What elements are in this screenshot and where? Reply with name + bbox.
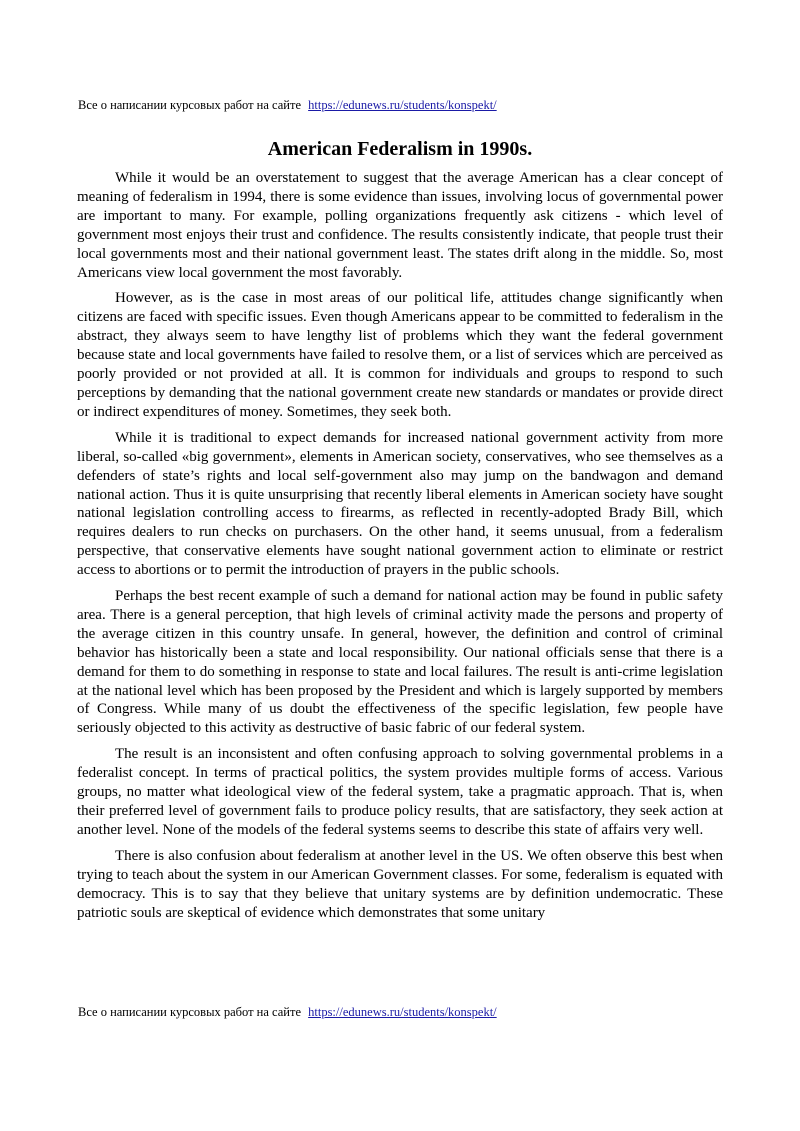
- header-text: Все о написании курсовых работ на сайте: [78, 98, 301, 112]
- footer-link[interactable]: https://edunews.ru/students/konspekt/: [308, 1005, 497, 1019]
- paragraph-6: There is also confusion about federalism at another level in the US. We often observe this best when trying to teach about the system in our American Government classes. For some, federalism is equated with democracy. This is to say that they believe that unitary systems are by definition undemocratic. These patriotic souls are skeptical of evidence which demonstrates that some unitary: [77, 847, 723, 921]
- footer-text: Все о написании курсовых работ на сайте: [78, 1005, 301, 1019]
- document-title: American Federalism in 1990s.: [267, 138, 533, 160]
- paragraph-3: While it is traditional to expect demands for increased national government activity from more liberal, so-called «big government», elements in American society, conservatives, who see themselves as a defenders of state’s rights and local self-government also may jump on the bandwagon and demand national action. Thus it is quite unsurprising that recently liberal elements in American society have sought national legislation controlling access to firearms, as reflected in recently-adopted Brady Bill, which requires dealers to run checks on purchasers. On the other hand, it seems unusual, from a federalism perspective, that conservative elements have sought national government action to eliminate or restrict access to abortions or to permit the introduction of prayers in the public schools.: [77, 429, 723, 579]
- page-footer: [78, 1004, 497, 1020]
- paragraph-4: Perhaps the best recent example of such a demand for national action may be found in public safety area. There is a general perception, that high levels of criminal activity made the persons and property of the average citizen in this country unsafe. In general, however, the definition and control of criminal behavior has historically been a state and local responsibility. Our national officials sense that there is a demand for them to do something in response to state and local failures. The result is anti-crime legislation at the national level which has been proposed by the President and which is largely supported by members of Congress. While many of us doubt the effectiveness of the specific legislation, few people have seriously objected to this activity as destructive of basic fabric of our federal system.: [77, 588, 723, 737]
- paragraph-2: However, as is the case in most areas of our political life, attitudes change significantly when citizens are faced with specific issues. Even though Americans appear to be committed to federalism in the abstract, they always seem to have lengthy list of problems which they want the federal government because state and local governments have failed to resolve them, or a list of services which are perceived as poorly provided or not provided at all. It is common for individuals and groups to respond to such perceptions by demanding that the national government create new standards or mandates or provide direct or indirect expenditures of money. Sometimes, they seek both.: [77, 290, 723, 420]
- paragraph-1: While it would be an overstatement to suggest that the average American has a clear concept of meaning of federalism in 1994, there is some evidence than issues, involving locus of governmental power are important to many. For example, polling organizations frequently ask citizens - which level of government most enjoys their trust and confidence. The results consistently indicate, that people trust their local governments most and their national government least. The states drift along in the middle. So, most Americans view local government the most favorably.: [77, 170, 723, 281]
- paragraph-5: The result is an inconsistent and often confusing approach to solving governmental problems in a federalist concept. In terms of practical politics, the system provides multiple forms of access. Various groups, no matter what ideological view of the federal system, take a pragmatic approach. That is, when their preferred level of government fails to produce policy results, that are satisfactory, they seek action at another level. None of the models of the federal systems seems to describe this state of affairs very well.: [77, 746, 723, 838]
- document-body: [77, 169, 723, 929]
- header-link[interactable]: https://edunews.ru/students/konspekt/: [308, 98, 497, 112]
- page-header: [78, 97, 497, 113]
